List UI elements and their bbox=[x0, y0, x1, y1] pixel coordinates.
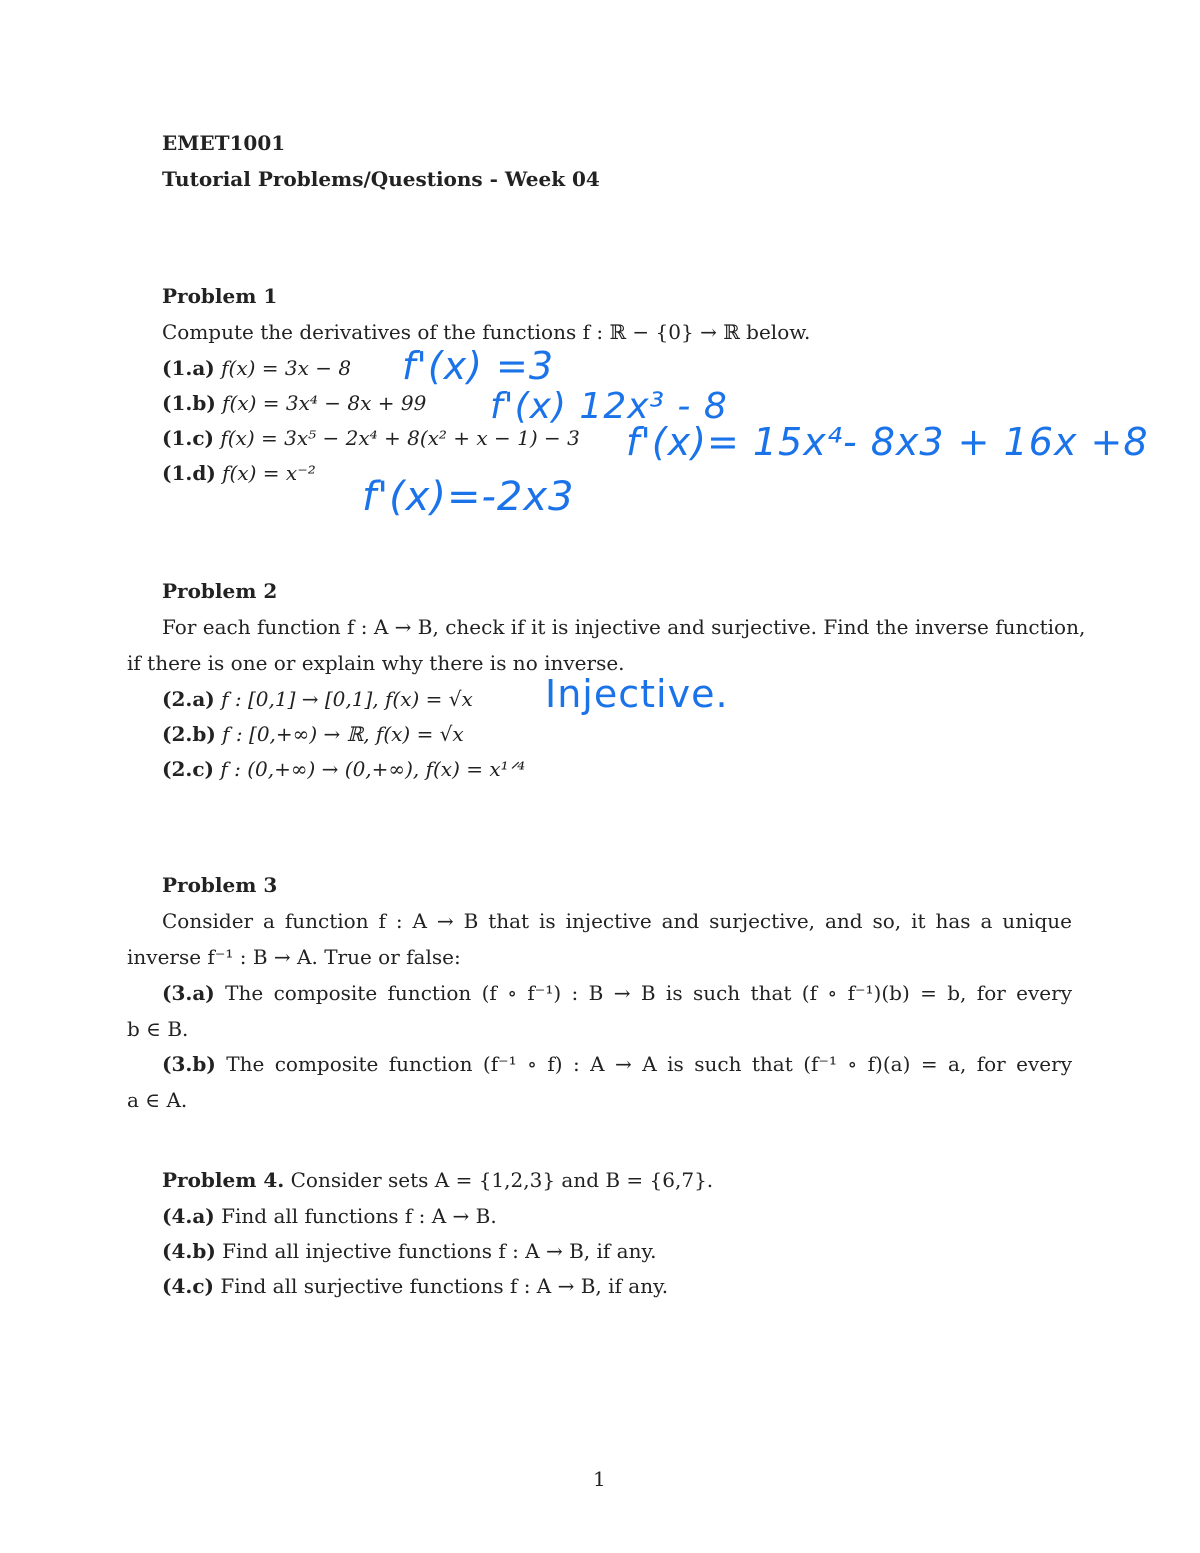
problem-4-header bbox=[162, 1167, 713, 1193]
problem-2b-expr: f : [0,+∞) → ℝ, f(x) = √x bbox=[222, 722, 464, 746]
problem-3b-line2: a ∈ A. bbox=[127, 1088, 188, 1112]
problem-3-title: Problem 3 bbox=[162, 873, 278, 897]
problem-1a bbox=[162, 355, 351, 381]
problem-2-intro-line2: if there is one or explain why there is no inverse. bbox=[127, 651, 625, 675]
problem-1-intro: Compute the derivatives of the functions f : ℝ − {0} → ℝ below. bbox=[162, 320, 811, 344]
problem-2b-label: (2.b) bbox=[162, 722, 216, 746]
handwritten-answer-1c: f'(x)= 15x⁴- 8x3 + 16x +8 bbox=[626, 420, 1149, 464]
problem-2-title: Problem 2 bbox=[162, 579, 278, 603]
problem-4b-label: (4.b) bbox=[162, 1239, 216, 1263]
problem-4b bbox=[162, 1238, 656, 1264]
problem-1b-label: (1.b) bbox=[162, 391, 216, 415]
problem-4c-text: Find all surjective functions f : A → B, if any. bbox=[220, 1274, 669, 1298]
problem-3-intro-line2: inverse f⁻¹ : B → A. True or false: bbox=[127, 945, 461, 969]
problem-1-title: Problem 1 bbox=[162, 284, 278, 308]
course-code: EMET1001 bbox=[162, 131, 286, 155]
problem-1d-expr: f(x) = x⁻² bbox=[222, 461, 316, 485]
problem-3a-label: (3.a) bbox=[162, 981, 215, 1005]
problem-4a bbox=[162, 1203, 497, 1229]
problem-3b-line1 bbox=[162, 1051, 1072, 1077]
problem-3a-text: The composite function (f ∘ f⁻¹) : B → B is such that (f ∘ f⁻¹)(b) = b, for every bbox=[225, 981, 1072, 1005]
problem-2a bbox=[162, 686, 473, 712]
problem-1c bbox=[162, 425, 580, 451]
problem-1c-expr: f(x) = 3x⁵ − 2x⁴ + 8(x² + x − 1) − 3 bbox=[220, 426, 580, 450]
problem-1d-label: (1.d) bbox=[162, 461, 216, 485]
handwritten-answer-2a: Injective. bbox=[545, 672, 729, 716]
problem-2b bbox=[162, 721, 464, 747]
problem-2c-expr: f : (0,+∞) → (0,+∞), f(x) = x¹ᐟ⁴ bbox=[220, 757, 526, 781]
problem-3b-label: (3.b) bbox=[162, 1052, 216, 1076]
problem-4c bbox=[162, 1273, 668, 1299]
problem-2c bbox=[162, 756, 525, 782]
page-number: 1 bbox=[593, 1467, 606, 1491]
problem-2a-expr: f : [0,1] → [0,1], f(x) = √x bbox=[221, 687, 473, 711]
problem-1d bbox=[162, 460, 316, 486]
problem-3a-line1 bbox=[162, 980, 1072, 1006]
problem-4-title: Problem 4. bbox=[162, 1168, 285, 1192]
problem-4a-label: (4.a) bbox=[162, 1204, 215, 1228]
problem-1c-label: (1.c) bbox=[162, 426, 214, 450]
problem-1a-label: (1.a) bbox=[162, 356, 215, 380]
problem-4b-text: Find all injective functions f : A → B, if any. bbox=[222, 1239, 657, 1263]
problem-3b-text: The composite function (f⁻¹ ∘ f) : A → A is such that (f⁻¹ ∘ f)(a) = a, for every bbox=[226, 1052, 1072, 1076]
handwritten-answer-1d: f'(x)=-2x3 bbox=[362, 474, 575, 520]
problem-3a-line2: b ∈ B. bbox=[127, 1017, 189, 1041]
problem-2-intro-line1: For each function f : A → B, check if it is injective and surjective. Find the inverse function, bbox=[162, 615, 1086, 639]
problem-4-intro: Consider sets A = {1,2,3} and B = {6,7}. bbox=[290, 1168, 714, 1192]
problem-4c-label: (4.c) bbox=[162, 1274, 214, 1298]
page-subtitle: Tutorial Problems/Questions - Week 04 bbox=[162, 167, 600, 191]
problem-4a-text: Find all functions f : A → B. bbox=[221, 1204, 497, 1228]
problem-2a-label: (2.a) bbox=[162, 687, 215, 711]
handwritten-answer-1a: f'(x) =3 bbox=[402, 344, 555, 388]
problem-2c-label: (2.c) bbox=[162, 757, 214, 781]
problem-3-intro-line1: Consider a function f : A → B that is injective and surjective, and so, it has a unique bbox=[162, 909, 1072, 933]
problem-1b-expr: f(x) = 3x⁴ − 8x + 99 bbox=[222, 391, 427, 415]
problem-1b bbox=[162, 390, 426, 416]
problem-1a-expr: f(x) = 3x − 8 bbox=[221, 356, 352, 380]
handwritten-answer-1b: f'(x) 12x³ - 8 bbox=[490, 386, 728, 427]
